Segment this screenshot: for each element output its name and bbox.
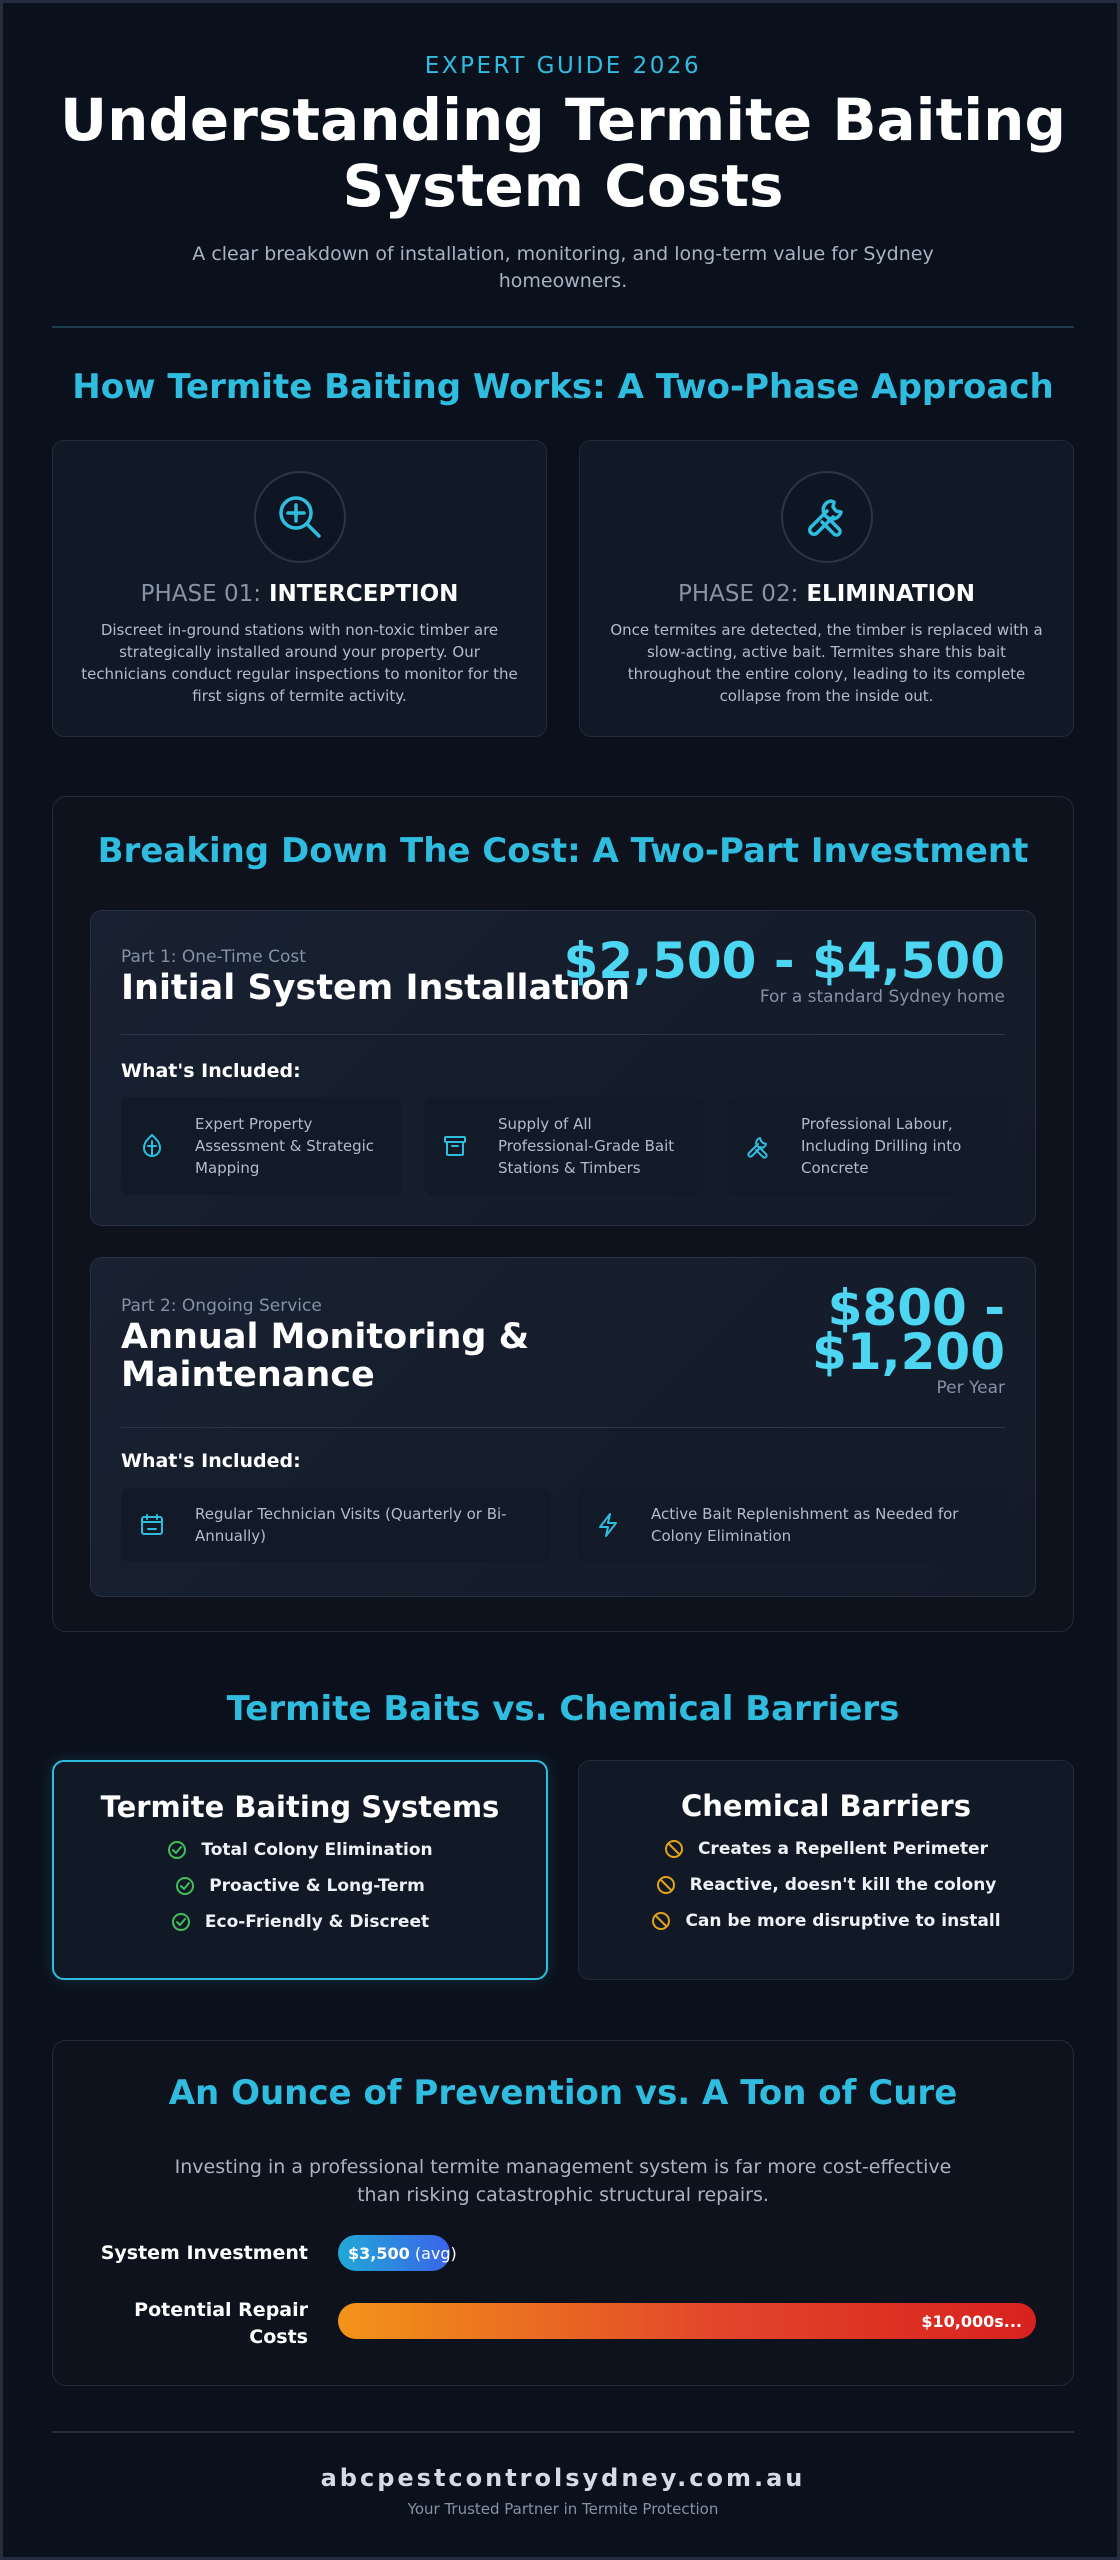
check-circle-icon (171, 1912, 191, 1932)
archive-box-icon (440, 1131, 470, 1161)
check-text: Total Colony Elimination (201, 1840, 433, 1860)
baits-card (52, 1760, 548, 1980)
feature-text: Expert Property Assessment & Strategic Mapping (195, 1115, 375, 1177)
check-item (54, 1840, 546, 1860)
check-text: Eco-Friendly & Discreet (204, 1912, 430, 1932)
divider (121, 1034, 1005, 1035)
phase-description: Discreet in-ground stations with non-toxic timber are strategically installed around your property. Our technicians conduct regular inspections to monitor for the first signs of termite activity. (81, 621, 518, 705)
bar-system-investment (338, 2235, 457, 2271)
part-label: Part 2: Ongoing Service (121, 1296, 322, 1316)
check-circle-icon (175, 1876, 195, 1896)
header-divider (52, 326, 1074, 328)
feature-item (121, 1488, 551, 1562)
chemical-card (578, 1760, 1074, 1980)
feature-item (424, 1097, 704, 1195)
footer-domain: abcpestcontrolsydney.com.au (320, 2464, 806, 2492)
bar-suffix: (avg) (414, 2243, 457, 2263)
baits-title: Termite Baiting Systems (100, 1790, 500, 1824)
prohibited-icon (664, 1839, 684, 1859)
page-title: Understanding Termite Baiting System Costs (60, 86, 1066, 220)
price-note: For a standard Sydney home (759, 987, 1005, 1007)
prevention-title: An Ounce of Prevention vs. A Ton of Cure (168, 2073, 958, 2113)
prohibited-icon (656, 1875, 676, 1895)
wrench-icon (781, 471, 873, 563)
feature-item (727, 1097, 1007, 1195)
price: $2,500 - $4,500 (563, 932, 1005, 990)
phase-name: INTERCEPTION (268, 581, 459, 607)
kicker: EXPERT GUIDE 2026 (424, 53, 702, 79)
lightning-icon (593, 1510, 623, 1540)
feature-item (121, 1097, 401, 1195)
warning-text: Creates a Repellent Perimeter (697, 1839, 989, 1859)
header (52, 53, 1074, 295)
feature-text: Active Bait Replenishment as Needed for Colony Elimination (651, 1505, 959, 1545)
footer-divider (52, 2431, 1074, 2433)
shield-bug-icon (137, 1131, 167, 1161)
feature-text: Professional Labour, Including Drilling into Concrete (801, 1115, 962, 1177)
chemical-title: Chemical Barriers (681, 1789, 971, 1823)
phase-label: PHASE 01: (140, 581, 261, 607)
prevention-section (52, 2040, 1074, 2386)
hammer-icon (743, 1131, 773, 1161)
bar-repair-costs (338, 2303, 1036, 2339)
feature-text: Supply of All Professional-Grade Bait Stations & Timbers (498, 1115, 675, 1177)
check-circle-icon (167, 1840, 187, 1860)
warning-item (579, 1911, 1073, 1931)
warning-item (579, 1875, 1073, 1895)
footer (52, 2464, 1074, 2518)
prohibited-icon (651, 1911, 671, 1931)
comparison-row (52, 1760, 1074, 1980)
cost-card-installation (90, 910, 1036, 1226)
phase-name: ELIMINATION (806, 581, 976, 607)
phase-card-interception (52, 440, 547, 737)
check-item (54, 1876, 546, 1896)
part-title: Annual Monitoring & Maintenance (121, 1317, 530, 1395)
feature-text: Regular Technician Visits (Quarterly or Bi-Annually) (195, 1505, 507, 1545)
phase-heading (53, 581, 546, 607)
check-item (54, 1912, 546, 1932)
bar-value: $3,500 (348, 2243, 410, 2263)
phase-description: Once termites are detected, the timber is replaced with a slow-acting, active bait. Termites share this bait throughout the entire colony, leading to its complete collapse from the inside out. (610, 621, 1043, 705)
part-title: Initial System Installation (121, 968, 630, 1008)
phase-label: PHASE 02: (677, 581, 799, 607)
divider (121, 1427, 1005, 1428)
how-section-title: How Termite Baiting Works: A Two-Phase Approach (72, 367, 1054, 407)
prevention-text: Investing in a professional termite management system is far more cost-effective than risking catastrophic structural repairs. (174, 2156, 952, 2206)
included-heading: What's Included: (121, 1450, 301, 1472)
cost-card-maintenance (90, 1257, 1036, 1597)
price: $800 - $1,200 (812, 1279, 1005, 1381)
phase-heading (580, 581, 1073, 607)
cost-section (52, 796, 1074, 1632)
bar-label-system-investment: System Investment (100, 2242, 308, 2264)
search-plus-icon (254, 471, 346, 563)
warning-text: Can be more disruptive to install (685, 1911, 1001, 1931)
comparison-title: Termite Baits vs. Chemical Barriers (226, 1689, 900, 1729)
cost-section-title: Breaking Down The Cost: A Two-Part Investment (97, 831, 1029, 871)
warning-text: Reactive, doesn't kill the colony (689, 1875, 997, 1895)
phase-card-elimination (579, 440, 1074, 737)
feature-item (577, 1488, 1007, 1562)
calendar-icon (137, 1510, 167, 1540)
warning-item (579, 1839, 1073, 1859)
price-note: Per Year (936, 1378, 1005, 1398)
part-label: Part 1: One-Time Cost (121, 947, 306, 967)
included-heading: What's Included: (121, 1060, 301, 1082)
bar-value: $10,000s... (921, 2311, 1022, 2331)
phases-row (52, 440, 1074, 737)
footer-tagline: Your Trusted Partner in Termite Protection (407, 2500, 719, 2518)
bar-label-repair-costs: Potential Repair Costs (134, 2299, 308, 2348)
check-text: Proactive & Long-Term (209, 1876, 425, 1896)
page-subtitle: A clear breakdown of installation, monitoring, and long-term value for Sydney homeowners. (192, 243, 934, 292)
